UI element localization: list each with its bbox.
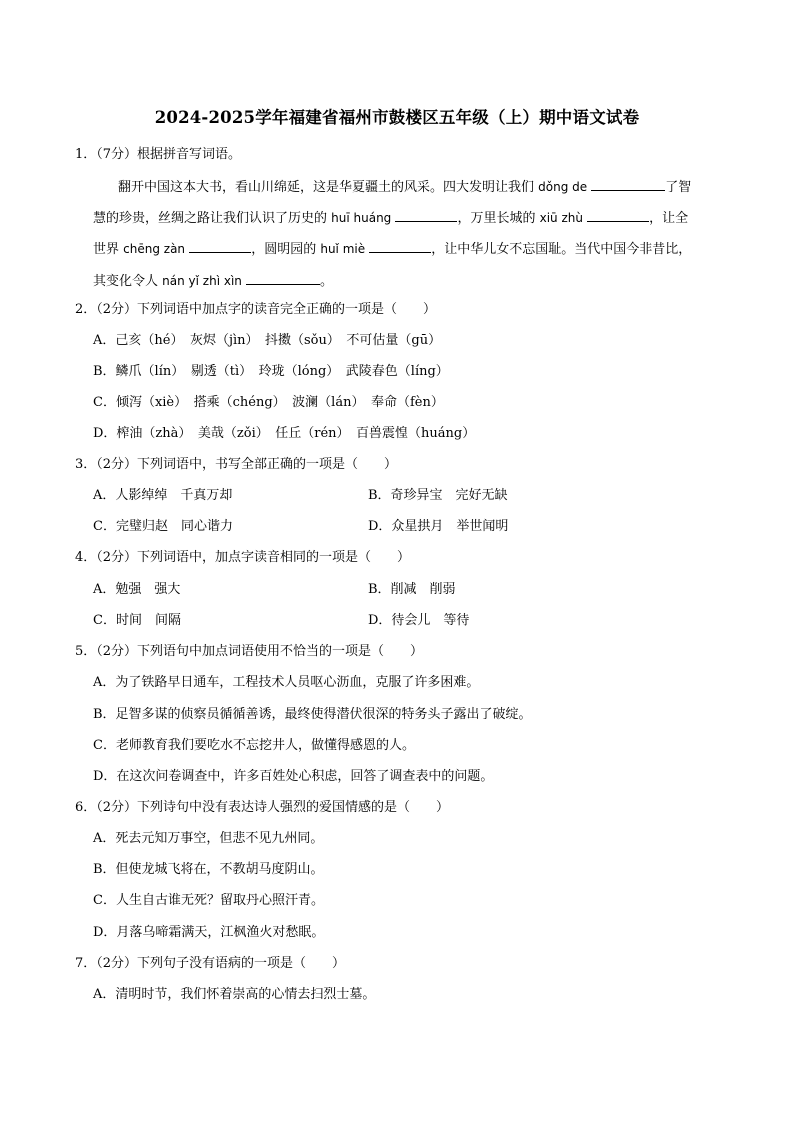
question-4-option-c[interactable]: C．时间 间隔 <box>93 613 181 628</box>
q1-pinyin-huihuang: huī huáng <box>331 211 392 225</box>
q1-text: 慧的珍贵，丝绸之路让我们认识了历史的 <box>93 211 328 226</box>
question-1-paragraph-line-4 <box>93 270 333 291</box>
question-1-paragraph-line-1 <box>118 176 691 197</box>
q1-answer-blank-4[interactable] <box>189 238 251 253</box>
question-2-option-a[interactable]: A．己亥（hé） 灰烬（jìn） 抖擞（sǒu） 不可估量（gū） <box>93 333 442 348</box>
question-7-stem: 7．（2分）下列句子没有语病的一项是（ ） <box>75 956 346 971</box>
q1-text: 了智 <box>665 180 692 195</box>
question-5-option-b[interactable]: B．足智多谋的侦察员循循善诱，最终使得潜伏很深的特务头子露出了破绽。 <box>93 707 532 722</box>
question-1-paragraph-line-2 <box>93 207 688 228</box>
q1-pinyin-xiuzhu: xiū zhù <box>539 211 583 225</box>
question-4-option-d[interactable]: D．待会儿 等待 <box>368 613 470 628</box>
question-4-stem: 4．（2分）下列词语中，加点字读音相同的一项是（ ） <box>75 550 411 565</box>
question-1-paragraph-line-3 <box>93 238 691 259</box>
q1-text: ，万里长城的 <box>457 211 536 226</box>
q1-text: 。 <box>320 274 334 289</box>
question-4-option-b[interactable]: B．削减 削弱 <box>368 582 456 597</box>
question-6-option-d[interactable]: D．月落乌啼霜满天，江枫渔火对愁眠。 <box>93 925 325 940</box>
question-3-stem: 3．（2分）下列词语中，书写全部正确的一项是（ ） <box>75 457 398 472</box>
question-2-option-d[interactable]: D．榨油（zhà） 美哉（zǒi） 任丘（rén） 百兽震惶（huáng） <box>93 426 476 441</box>
question-1-stem: 1．（7分）根据拼音写词语。 <box>75 147 242 162</box>
q1-pinyin-nanyizhixin: nán yǐ zhì xìn <box>162 274 242 288</box>
q1-answer-blank-6[interactable] <box>246 270 320 285</box>
q1-pinyin-chengzan: chēng zàn <box>123 242 186 256</box>
q1-text: 世界 <box>93 242 120 257</box>
question-7-option-a[interactable]: A．清明时节，我们怀着崇高的心情去扫烈士墓。 <box>93 987 376 1002</box>
q1-pinyin-huimie: huǐ miè <box>320 242 366 256</box>
page-title: 2024-2025学年福建省福州市鼓楼区五年级（上）期中语文试卷 <box>154 108 640 127</box>
q1-pinyin-dongde: dǒng de <box>538 180 588 194</box>
question-3-option-c[interactable]: C．完璧归赵 同心谐力 <box>93 519 233 534</box>
question-2-option-b[interactable]: B．鳞爪（lín） 剔透（tì） 玲珑（lóng） 武陵春色（líng） <box>93 364 449 379</box>
q1-answer-blank-3[interactable] <box>587 207 649 222</box>
q1-text: ，让中华儿女不忘国耻。当代中国今非昔比， <box>431 242 692 257</box>
question-2-option-c[interactable]: C．倾泻（xiè） 搭乘（chéng） 波澜（lán） 奉命（fèn） <box>93 395 444 410</box>
question-6-option-b[interactable]: B．但使龙城飞将在，不教胡马度阴山。 <box>93 862 324 877</box>
question-3-option-b[interactable]: B．奇珍异宝 完好无缺 <box>368 488 508 503</box>
q1-text: 翻开中国这本大书，看山川绵延，这是华夏疆土的风采。四大发明让我们 <box>118 180 535 195</box>
question-3-option-a[interactable]: A．人影绰绰 千真万却 <box>93 488 233 503</box>
q1-text: 其变化令人 <box>93 274 159 289</box>
question-4-option-a[interactable]: A．勉强 强大 <box>93 582 181 597</box>
question-2-stem: 2．（2分）下列词语中加点字的读音完全正确的一项是（ ） <box>75 302 437 317</box>
q1-answer-blank-2[interactable] <box>395 207 457 222</box>
question-6-option-c[interactable]: C．人生自古谁无死？留取丹心照汗青。 <box>93 893 324 908</box>
question-6-stem: 6．（2分）下列诗句中没有表达诗人强烈的爱国情感的是（ ） <box>75 800 450 815</box>
q1-answer-blank-5[interactable] <box>369 238 431 253</box>
question-5-option-d[interactable]: D．在这次问卷调查中，许多百姓处心积虑，回答了调查表中的问题。 <box>93 769 494 784</box>
q1-text: ，圆明园的 <box>251 242 317 257</box>
question-5-option-c[interactable]: C．老师教育我们要吃水不忘挖井人，做懂得感恩的人。 <box>93 738 415 753</box>
question-5-stem: 5．（2分）下列语句中加点词语使用不恰当的一项是（ ） <box>75 644 424 659</box>
question-3-option-d[interactable]: D．众星拱月 举世闻明 <box>368 519 509 534</box>
q1-answer-blank-1[interactable] <box>591 176 665 191</box>
question-5-option-a[interactable]: A．为了铁路早日通车，工程技术人员呕心沥血，克服了许多困难。 <box>93 675 480 690</box>
q1-text: ，让全 <box>649 211 689 226</box>
question-6-option-a[interactable]: A．死去元知万事空，但悲不见九州同。 <box>93 831 324 846</box>
